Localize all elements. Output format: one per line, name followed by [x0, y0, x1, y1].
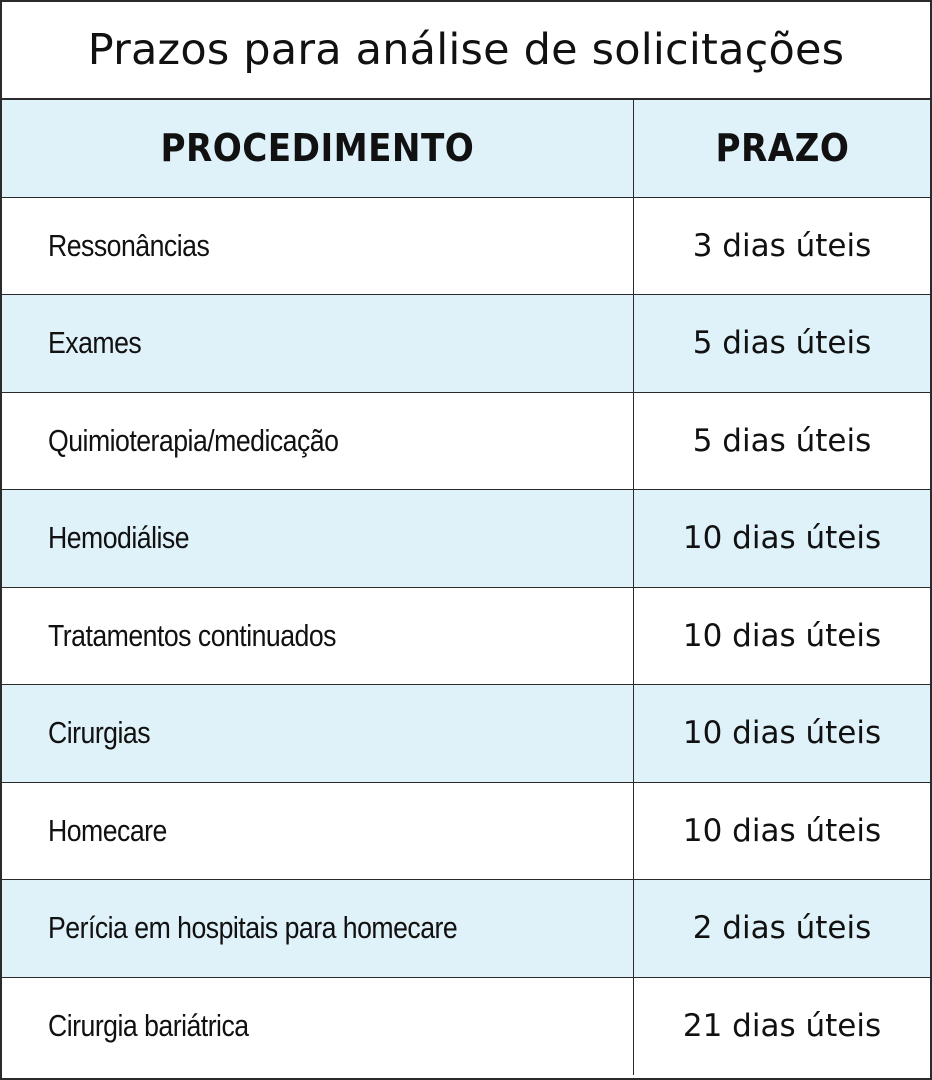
procedimento-text: Perícia em hospitais para homecare [48, 910, 458, 946]
prazo-cell: 10 dias úteis [682, 520, 882, 557]
table-row [2, 588, 930, 686]
prazo-cell: 10 dias úteis [682, 617, 882, 654]
prazo-cell: 5 dias úteis [692, 325, 872, 362]
procedimento-cell [2, 198, 634, 295]
procedimento-text: Homecare [48, 812, 167, 848]
table-row [2, 880, 930, 978]
table-row [2, 295, 930, 393]
procedimento-cell [2, 490, 634, 587]
prazo-cell: 10 dias úteis [682, 715, 882, 752]
header-prazo [634, 100, 930, 197]
procedimento-cell [2, 685, 634, 782]
prazo-cell: 3 dias úteis [692, 227, 872, 264]
table-row [2, 685, 930, 783]
procedimento-text: Hemodiálise [48, 520, 190, 556]
table-header-row [2, 100, 930, 198]
procedimento-text: Ressonâncias [48, 227, 210, 263]
table-row [2, 978, 930, 1076]
procedimento-cell [2, 393, 634, 490]
procedimento-text: Exames [48, 325, 142, 361]
prazo-cell: 5 dias úteis [692, 422, 872, 459]
prazo-cell: 2 dias úteis [692, 910, 872, 947]
procedimento-text: Cirurgias [48, 715, 151, 751]
procedimento-text: Quimioterapia/medicação [48, 422, 339, 458]
deadline-table [2, 100, 930, 1075]
procedimento-text: Tratamentos continuados [48, 617, 336, 653]
procedimento-cell [2, 880, 634, 977]
procedimento-text: Cirurgia bariátrica [48, 1008, 249, 1044]
header-procedimento-label: PROCEDIMENTO [160, 126, 475, 171]
table-row [2, 198, 930, 296]
table-title: Prazos para análise de solicitações [2, 2, 930, 100]
prazo-cell: 10 dias úteis [682, 812, 882, 849]
table-row [2, 783, 930, 881]
table-row [2, 393, 930, 491]
header-procedimento [2, 100, 634, 197]
procedimento-cell [2, 978, 634, 1076]
procedimento-cell [2, 783, 634, 880]
header-prazo-label: PRAZO [714, 126, 849, 171]
table-row [2, 490, 930, 588]
prazo-cell: 21 dias úteis [682, 1008, 882, 1045]
procedimento-cell [2, 295, 634, 392]
procedimento-cell [2, 588, 634, 685]
